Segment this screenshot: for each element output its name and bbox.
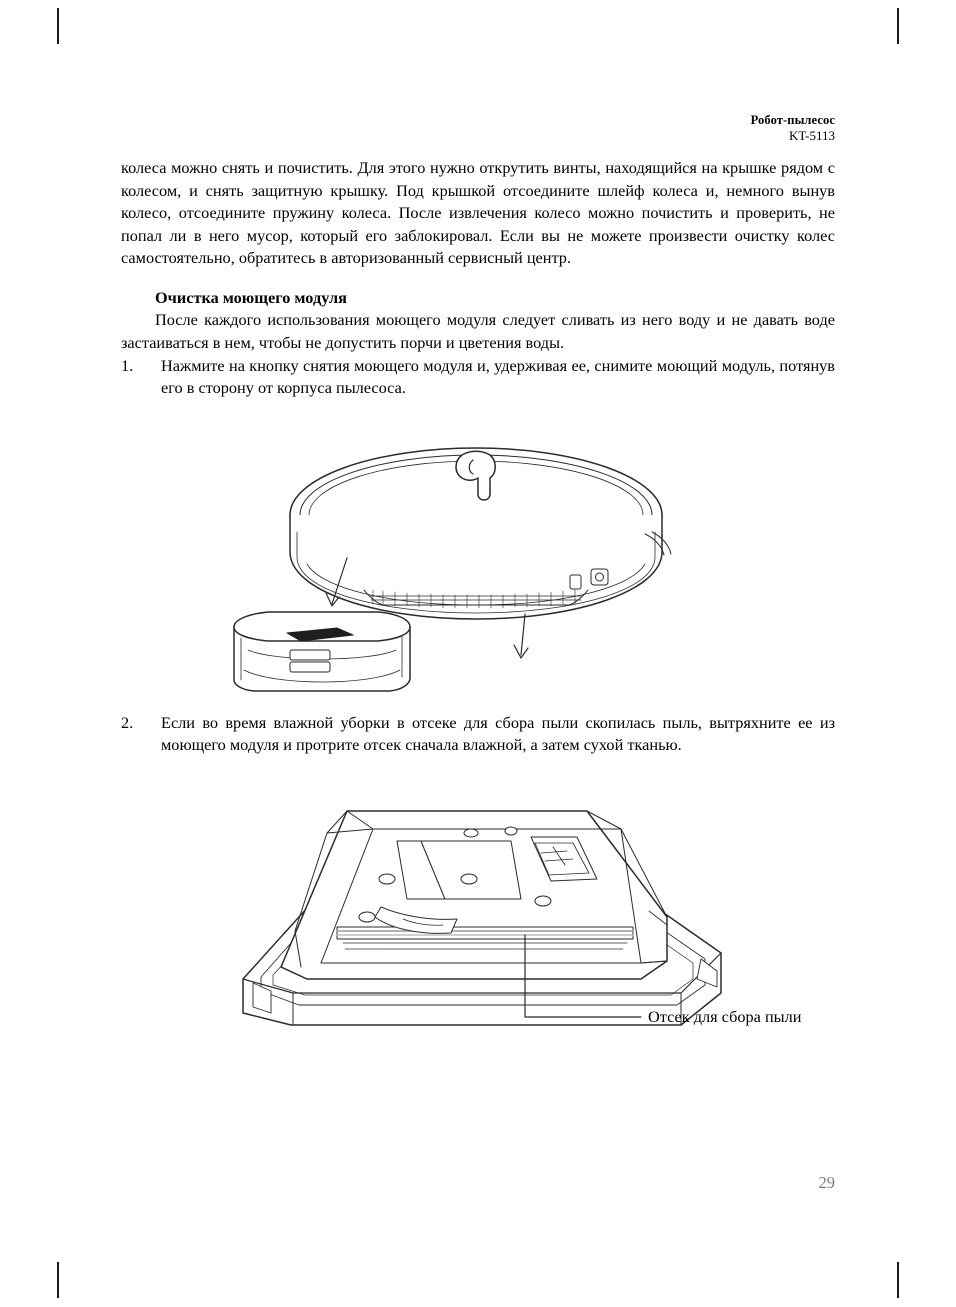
- step-list-2: [121, 712, 835, 757]
- step-number: 1.: [121, 355, 134, 375]
- step-number: 2.: [121, 712, 134, 732]
- product-title: Робот-пылесос: [750, 113, 835, 127]
- step-text: Если во время влажной уборки в отсеке для сбора пыли скопилась пыль, вытряхните ее из моющего модуля и протрите отсек сначала влажной, а затем сухой тканью.: [161, 712, 835, 755]
- figure-dust-compartment: [121, 767, 835, 1057]
- list-item: [121, 355, 835, 400]
- figure-1-illustration: [121, 412, 835, 712]
- paragraph-wheel-cleaning: колеса можно снять и почистить. Для этого нужно открутить винты, находящийся на крышке рядом с колесом, и снять защитную крышку. Под крышкой отсоедините шлейф колеса и, немного вынув колесо, отсоедините пружину колеса. После извлечения колесо можно почистить и проверить, не попал ли в него мусор, который его заблокировал. Если вы не можете произвести очистку колес самостоятельно, обратитесь в авторизованный сервисный центр.: [121, 158, 835, 268]
- page-number: 29: [818, 1173, 835, 1192]
- paragraph-water-drain: После каждого использования моющего модуля следует сливать из него воду и не давать воде застаиваться в нем, чтобы не допустить порчи и цветения воды.: [121, 310, 835, 352]
- page-content: [121, 157, 835, 1057]
- product-model: KT-5113: [789, 128, 835, 143]
- list-item: [121, 712, 835, 757]
- direction-arrow-icon-2: [514, 614, 528, 658]
- step-list-1: [121, 355, 835, 400]
- step-text: Нажмите на кнопку снятия моющего модуля и, удерживая ее, снимите моющий модуль, потянув его в сторону от корпуса пылесоса.: [161, 355, 835, 398]
- washing-module-part: [234, 612, 410, 691]
- figure-robot-module-removal: [121, 412, 835, 712]
- subheading-washing-module: Очистка моющего модуля: [155, 287, 347, 307]
- callout-dust-compartment-label: Отсек для сбора пыли: [648, 1006, 802, 1026]
- page-header: [751, 112, 835, 145]
